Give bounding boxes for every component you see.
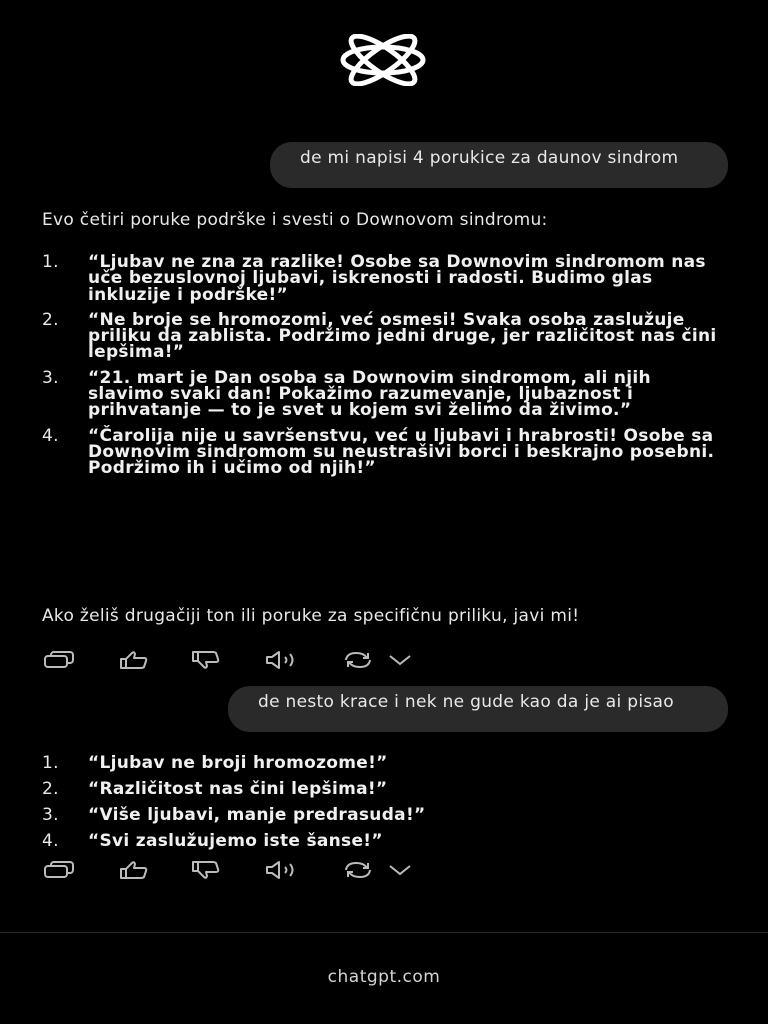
message-action-bar [42, 860, 442, 880]
user-message-text: de nesto krace i nek ne gude kao da je ai pisao [258, 692, 674, 712]
list-item [42, 780, 722, 798]
footer-divider [0, 932, 768, 933]
user-message-bubble [270, 142, 728, 188]
message-action-bar [42, 650, 442, 670]
list-item-text: “Različitost nas čini lepšima!” [88, 779, 388, 799]
list-item-text: “Čarolija nije u savršenstvu, već u ljubavi i hrabrosti! Osobe sa Downovim sindromom su neustrašivi borci i beskrajno posebni. Podržimo ih i učimo od njih!” [88, 425, 715, 479]
list-item-text: “Više ljubavi, manje predrasuda!” [88, 805, 426, 825]
list-item-number: 3. [42, 367, 59, 388]
list-item [42, 254, 722, 303]
assistant-outro-text: Ako želiš drugačiji ton ili poruke za specifičnu priliku, javi mi! [42, 606, 580, 626]
list-item-text: “21. mart je Dan osoba sa Downovim sindromom, ali njih slavimo svaki dan! Pokažimo razumevanje, ljubaznost i prihvatanje — to je svet u kojem svi želimo da živimo.” [88, 367, 651, 421]
thumbs-down-icon[interactable] [190, 650, 222, 670]
read-aloud-icon[interactable] [264, 650, 302, 670]
list-item [42, 754, 722, 772]
list-item [42, 367, 722, 421]
list-item [42, 425, 722, 479]
regenerate-icon[interactable] [342, 650, 374, 670]
list-item-number: 1. [42, 252, 59, 272]
openai-logo-icon [328, 34, 438, 86]
assistant-message-list [42, 754, 722, 858]
list-item [42, 806, 722, 824]
list-item-number: 4. [42, 831, 59, 851]
chevron-down-icon[interactable] [386, 860, 414, 880]
chevron-down-icon[interactable] [386, 650, 414, 670]
assistant-intro-text: Evo četiri poruke podrške i svesti o Downovom sindromu: [42, 210, 548, 230]
user-message-text: de mi napisi 4 porukice za daunov sindrom [300, 148, 679, 168]
list-item-number: 4. [42, 425, 59, 446]
list-item [42, 832, 722, 850]
thumbs-up-icon[interactable] [118, 650, 150, 670]
list-item-text: “Ne broje se hromozomi, već osmesi! Svaka osoba zaslužuje priliku da zablista. Podržimo jedni druge, jer različitost nas čini lepšima!” [88, 309, 717, 363]
read-aloud-icon[interactable] [264, 860, 302, 880]
list-item-text: “Ljubav ne broji hromozome!” [88, 753, 388, 773]
list-item-number: 2. [42, 779, 59, 799]
copy-icon[interactable] [42, 860, 76, 880]
copy-icon[interactable] [42, 650, 76, 670]
list-item [42, 309, 722, 363]
list-item-text: “Ljubav ne zna za razlike! Osobe sa Downovim sindromom nas uče bezuslovnoj ljubavi, iskrenosti i radosti. Budimo glas inkluzije i podrške!” [88, 252, 706, 305]
list-item-number: 3. [42, 805, 59, 825]
list-item-number: 2. [42, 309, 59, 330]
footer-domain: chatgpt.com [327, 967, 441, 987]
list-item-number: 1. [42, 753, 59, 773]
assistant-message-list [42, 254, 722, 486]
regenerate-icon[interactable] [342, 860, 374, 880]
user-message-bubble [228, 686, 728, 732]
thumbs-up-icon[interactable] [118, 860, 150, 880]
list-item-text: “Svi zaslužujemo iste šanse!” [88, 831, 383, 851]
thumbs-down-icon[interactable] [190, 860, 222, 880]
